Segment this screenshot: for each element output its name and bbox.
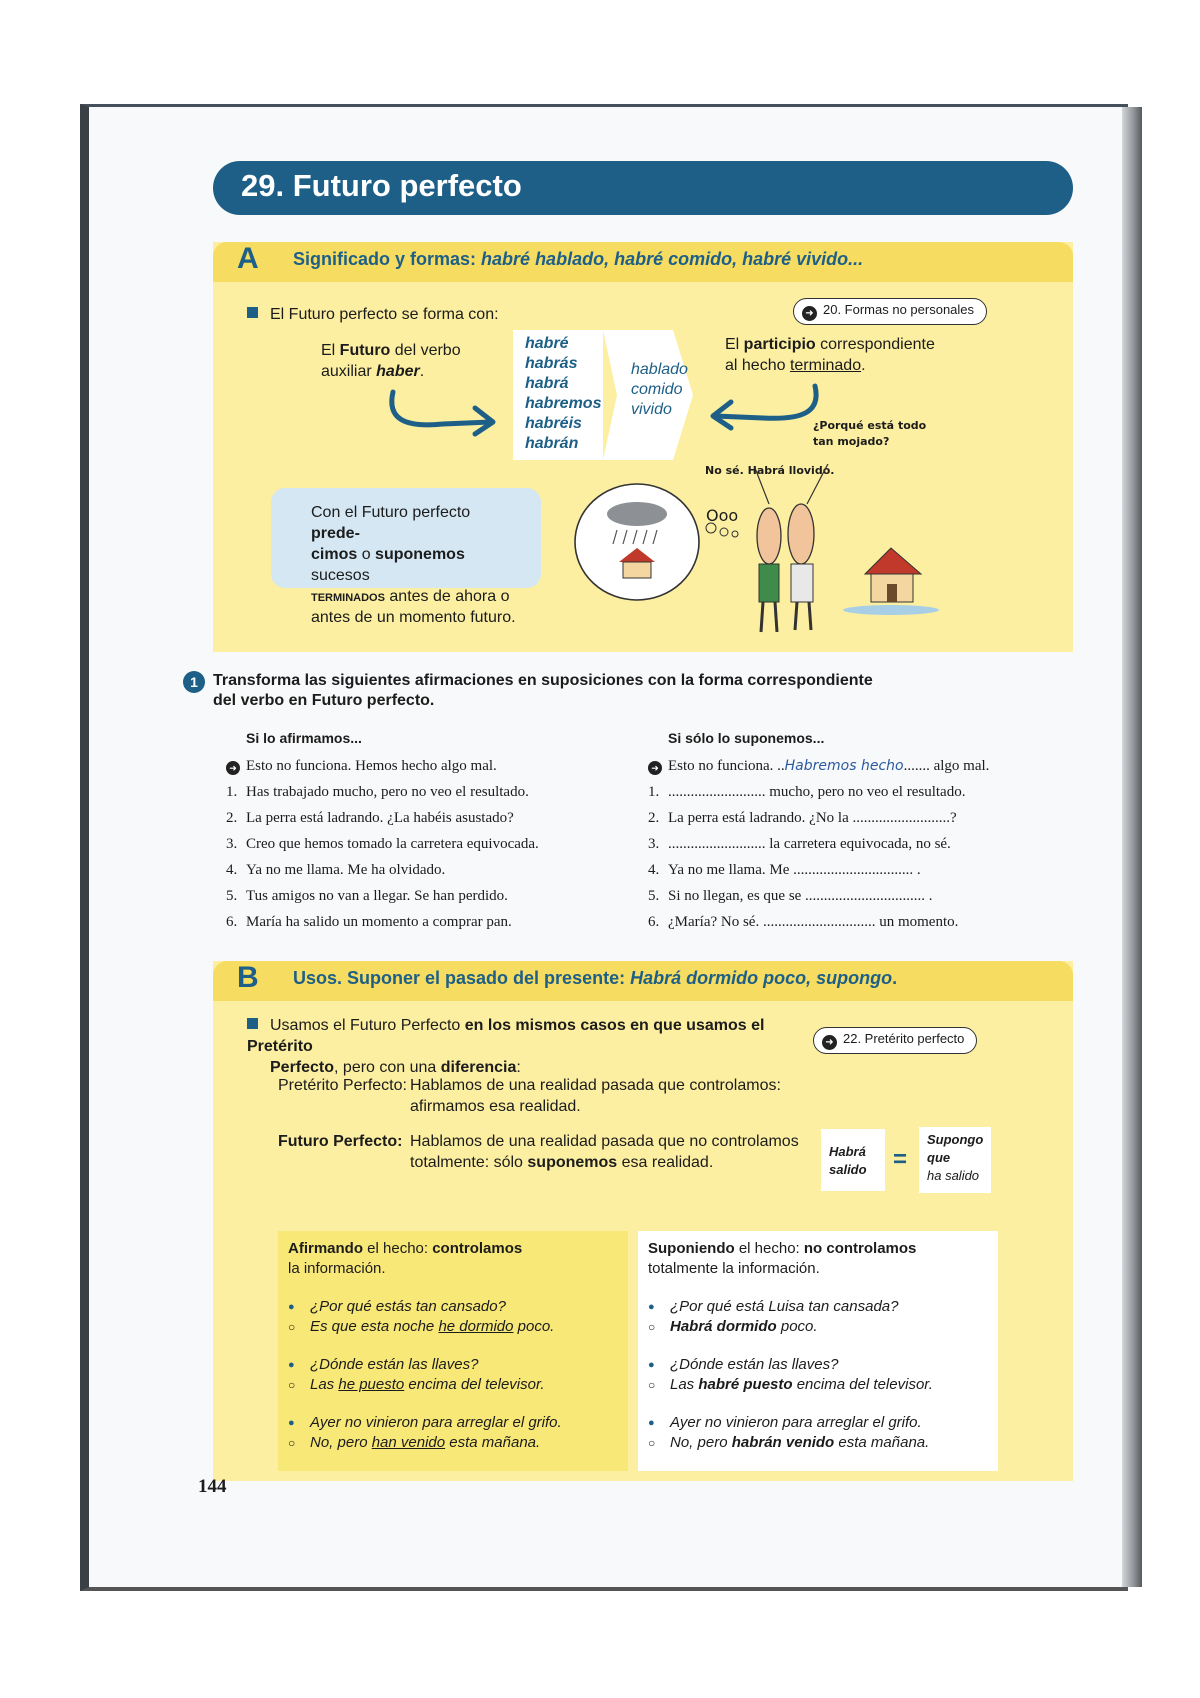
form-habre: habré xyxy=(525,335,569,352)
speech-answer: No sé. Habrá llovido. xyxy=(705,464,835,477)
section-b-header xyxy=(213,961,1073,1001)
participle-forms xyxy=(631,360,688,420)
answer-row[interactable]: 6. ¿María? No sé. .............................. un momento. xyxy=(648,914,959,930)
rain-illustration xyxy=(569,464,1049,654)
list-item: 6. María ha salido un momento a comprar pan. xyxy=(226,914,512,930)
fp-label: Futuro Perfecto: xyxy=(278,1133,403,1150)
arrow-right-icon: ➜ xyxy=(822,1035,837,1050)
form-habra: habrá xyxy=(525,375,569,392)
dialog-3: ● Ayer no vinieron para arreglar el grifo. ○ No, pero han venido esta mañana. xyxy=(288,1413,618,1453)
exercise-number-badge: 1 xyxy=(183,671,205,693)
page-number: 144 xyxy=(198,1476,227,1497)
example-right: ➜ Esto no funciona. ..Habremos hecho....... algo mal. xyxy=(648,758,1068,784)
answer-row[interactable]: 1. .......................... mucho, pero no veo el resultado. xyxy=(648,784,966,800)
section-a-header xyxy=(213,242,1073,282)
section-b-title: Usos. Suponer el pasado del presente: Habrá dormido poco, supongo. xyxy=(293,968,898,988)
arrow-right-icon: ➜ xyxy=(648,761,662,775)
haber-future-forms xyxy=(525,334,601,454)
form-habreis: habréis xyxy=(525,415,582,432)
answer-row[interactable]: 3. .......................... la carretera equivocada, no sé. xyxy=(648,836,951,852)
square-bullet-icon xyxy=(247,307,258,318)
thought-bubble-text: Ooo xyxy=(706,506,739,525)
participle-comido: comido xyxy=(631,381,683,398)
supposing-panel: Suponiendo el hecho: no controlamos totalmente la información. ● ¿Por qué está Luisa tan cansada? ○ Habrá dormido poco. ● ¿Dónde están las llaves? ○ Las habré puesto encima del televisor. ● Ayer no vinieron para arreglar el grifo. ○ No, pero habrán venido esta mañana. xyxy=(638,1231,998,1471)
arrow-right-icon: ➜ xyxy=(802,306,817,321)
answer-row[interactable]: 2. La perra está ladrando. ¿No la ..........................? xyxy=(648,810,957,826)
section-a-title: Significado y formas: habré hablado, habré comido, habré vivido... xyxy=(293,249,864,269)
participle-description: El participio correspondiente al hecho terminado. xyxy=(725,336,935,374)
form-habremos: habremos xyxy=(525,395,602,412)
dialog-2: ● ¿Dónde están las llaves? ○ Las he puesto encima del televisor. xyxy=(288,1355,618,1395)
speech-question: ¿Porqué está todo tan mojado? xyxy=(813,419,927,448)
list-item: 5. Tus amigos no van a llegar. Se han perdido. xyxy=(226,888,508,904)
section-a-bullet: El Futuro perfecto se forma con: xyxy=(247,304,499,325)
example-left: ➜ Esto no funciona. Hemos hecho algo mal. xyxy=(226,758,606,784)
section-a-letter: A xyxy=(237,242,259,275)
form-habran: habrán xyxy=(525,435,579,452)
handwritten-answer: Habremos hecho xyxy=(784,758,904,774)
dialog-1: ● ¿Por qué estás tan cansado? ○ Es que esta noche he dormido poco. xyxy=(288,1297,618,1337)
section-b xyxy=(213,961,1073,1481)
participle-hablado: hablado xyxy=(631,361,688,378)
affirming-heading: Afirmando el hecho: controlamos xyxy=(288,1240,523,1257)
equation-right: Supongo que ha salido xyxy=(919,1127,991,1193)
section-b-letter: B xyxy=(237,961,259,994)
exercise-right-column xyxy=(648,730,1068,940)
fp-description: Hablamos de una realidad pasada que no controlamos totalmente: sólo suponemos esa realidad. xyxy=(410,1133,799,1171)
explanation-box: Con el Futuro perfecto prede- cimos o suponemos sucesos terminados antes de ahora o antes de un momento futuro. xyxy=(271,488,541,588)
arrow-right-icon: ➜ xyxy=(226,761,240,775)
curved-arrow-right-icon xyxy=(383,388,503,438)
ref-link-formas-no-personales[interactable]: ➜ 20. Formas no personales xyxy=(793,298,987,325)
ref-link-preterito-perfecto[interactable]: ➜ 22. Pretérito perfecto xyxy=(813,1027,977,1054)
dialog-1: ● ¿Por qué está Luisa tan cansada? ○ Habrá dormido poco. xyxy=(648,1297,988,1337)
chapter-title: 29. Futuro perfecto xyxy=(213,161,1073,215)
form-habras: habrás xyxy=(525,355,578,372)
square-bullet-icon xyxy=(247,1018,258,1029)
list-item: 3. Creo que hemos tomado la carretera equivocada. xyxy=(226,836,539,852)
left-column-heading: Si lo afirmamos... xyxy=(246,730,362,746)
list-item: 4. Ya no me llama. Me ha olvidado. xyxy=(226,862,446,878)
answer-row[interactable]: 4. Ya no me llama. Me ................................ . xyxy=(648,862,921,878)
supposing-heading: Suponiendo el hecho: no controlamos xyxy=(648,1240,917,1257)
answer-row[interactable]: 5. Si no llegan, es que se ................................ . xyxy=(648,888,933,904)
curved-arrow-left-icon xyxy=(703,382,828,434)
exercise-1-title: 1 Transforma las siguientes afirmaciones en suposiciones con la forma correspondiente del verbo en Futuro perfecto. xyxy=(213,671,873,711)
list-item: 2. La perra está ladrando. ¿La habéis asustado? xyxy=(226,810,514,826)
equals-sign: = xyxy=(893,1146,908,1173)
affirming-panel: Afirmando el hecho: controlamos la información. ● ¿Por qué estás tan cansado? ○ Es que esta noche he dormido poco. ● ¿Dónde están las llaves? ○ Las he puesto encima del televisor. ● Ayer no vinieron para arreglar el grifo. ○ No, pero han venido esta mañana. xyxy=(278,1231,628,1471)
dialog-3: ● Ayer no vinieron para arreglar el grifo. ○ No, pero habrán venido esta mañana. xyxy=(648,1413,988,1453)
section-a xyxy=(213,242,1073,652)
exercise-left-column xyxy=(226,730,606,940)
right-column-heading: Si sólo lo suponemos... xyxy=(668,730,825,746)
list-item: 1. Has trabajado mucho, pero no veo el resultado. xyxy=(226,784,529,800)
section-b-bullet: Usamos el Futuro Perfecto en los mismos casos en que usamos el Pretérito Perfecto, pero con una diferencia: xyxy=(247,1017,765,1076)
aux-description: El Futuro del verbo auxiliar haber. xyxy=(321,342,461,380)
participle-vivido: vivido xyxy=(631,401,672,418)
equation-left: Habrá salido xyxy=(821,1129,885,1191)
pp-label: Pretérito Perfecto: xyxy=(278,1077,407,1094)
dialog-2: ● ¿Dónde están las llaves? ○ Las habré puesto encima del televisor. xyxy=(648,1355,988,1395)
page xyxy=(88,106,1114,1586)
pp-description: Hablamos de una realidad pasada que controlamos: afirmamos esa realidad. xyxy=(410,1077,781,1115)
